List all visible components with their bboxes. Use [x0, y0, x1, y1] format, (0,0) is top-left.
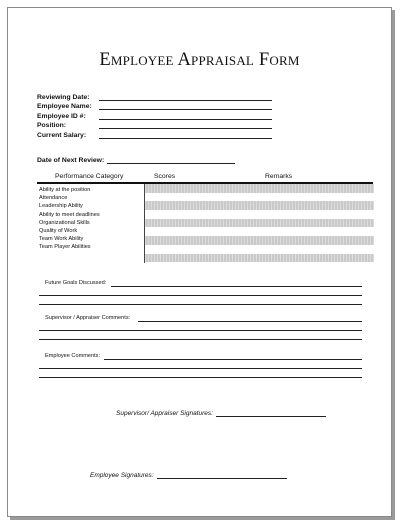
- field-position[interactable]: [37, 120, 272, 130]
- supervisor-comments-label: Supervisor / Appraiser Comments:: [45, 315, 131, 321]
- field-input-line[interactable]: [99, 93, 272, 101]
- field-employee-name[interactable]: [37, 101, 272, 111]
- next-review-field[interactable]: [37, 156, 235, 164]
- field-label: Position:: [37, 122, 67, 129]
- supervisor-comments-line[interactable]: [138, 321, 362, 322]
- performance-table: [37, 184, 373, 263]
- field-current-salary[interactable]: [37, 129, 272, 139]
- field-input-line[interactable]: [99, 112, 272, 120]
- field-input-line[interactable]: [99, 102, 272, 110]
- field-reviewing-date[interactable]: [37, 91, 272, 101]
- supervisor-signature-field[interactable]: [116, 409, 326, 417]
- list-item: Quality of Work: [39, 227, 78, 234]
- field-label: Reviewing Date:: [37, 93, 90, 101]
- table-row[interactable]: [145, 227, 374, 236]
- employee-comments-label: Employee Comments:: [45, 353, 101, 359]
- table-row[interactable]: [145, 254, 374, 263]
- employee-comments-line[interactable]: [104, 359, 362, 360]
- field-label: Current Salary:: [37, 131, 87, 139]
- field-input-line[interactable]: [99, 131, 272, 139]
- employee-comments-line[interactable]: [39, 368, 362, 369]
- form-page: [7, 7, 392, 517]
- field-employee-id[interactable]: [37, 110, 272, 120]
- table-row[interactable]: [145, 193, 374, 202]
- header-scores: Scores: [154, 173, 176, 180]
- list-item: Team Work Ability: [39, 236, 84, 243]
- future-goals-line[interactable]: [39, 295, 362, 296]
- table-row[interactable]: [145, 245, 374, 254]
- scores-remarks-area[interactable]: [144, 184, 374, 263]
- list-item: Leadership Ability: [39, 203, 83, 210]
- supervisor-signature-label: Supervisor/ Appraiser Signatures:: [116, 410, 213, 417]
- employee-comments-line[interactable]: [39, 377, 362, 378]
- table-row[interactable]: [145, 219, 374, 228]
- future-goals-line[interactable]: [39, 304, 362, 305]
- form-title: Employee Appraisal Form: [99, 50, 300, 70]
- employee-info-fields: [37, 91, 272, 139]
- header-remarks: Remarks: [265, 173, 293, 180]
- category-list: [39, 186, 100, 252]
- list-item: Organizational Skills: [39, 219, 90, 226]
- table-row[interactable]: [145, 184, 374, 193]
- list-item: Attendance: [39, 195, 68, 202]
- table-row[interactable]: [145, 210, 374, 219]
- table-row[interactable]: [145, 201, 374, 210]
- list-item: Ability at the position: [39, 187, 91, 193]
- signature-line[interactable]: [216, 409, 326, 417]
- list-item: Team Player Abilities: [39, 244, 91, 251]
- header-performance-category: Performance Category: [55, 173, 124, 180]
- list-item: Ability to meet deadlines: [39, 211, 100, 218]
- employee-signature-label: Employee Signatures:: [90, 472, 154, 479]
- field-input-line[interactable]: [99, 121, 272, 129]
- field-label: Employee Name:: [37, 103, 92, 110]
- signature-line[interactable]: [157, 471, 287, 479]
- table-row[interactable]: [145, 236, 374, 245]
- field-label: Employee ID #:: [37, 112, 86, 120]
- next-review-label: Date of Next Review:: [37, 157, 105, 164]
- supervisor-comments-line[interactable]: [39, 330, 362, 331]
- future-goals-line[interactable]: [111, 286, 362, 287]
- field-input-line[interactable]: [107, 156, 235, 164]
- employee-signature-field[interactable]: [90, 471, 287, 479]
- future-goals-label: Future Goals Discussed:: [45, 280, 107, 286]
- supervisor-comments-line[interactable]: [39, 339, 362, 340]
